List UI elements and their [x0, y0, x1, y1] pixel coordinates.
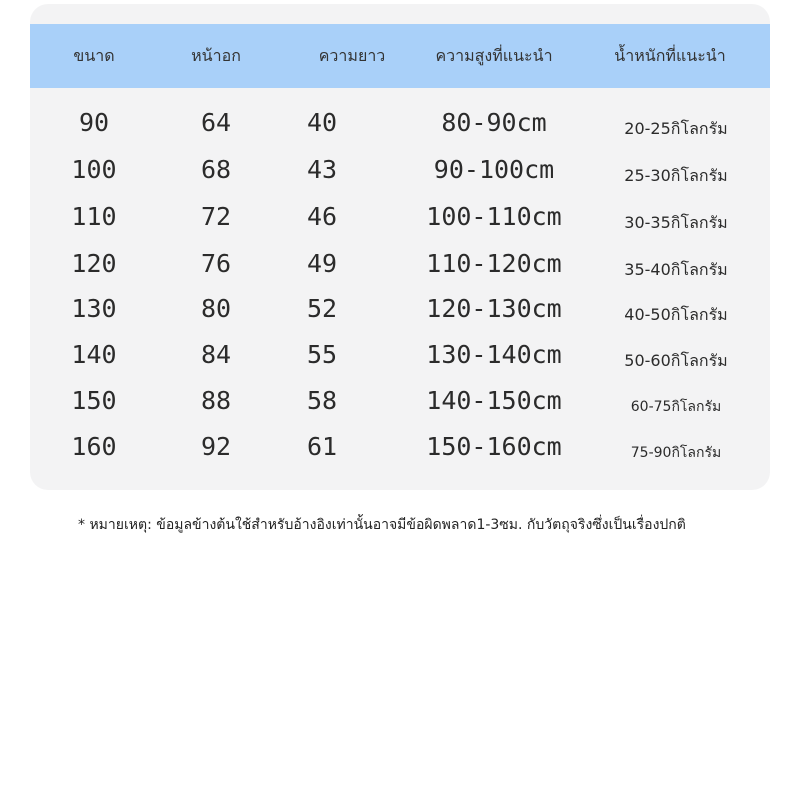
cell-size: 100 — [71, 155, 117, 184]
cell-height: 80-90cm — [441, 108, 547, 137]
cell-chest: 84 — [200, 340, 232, 369]
cell-length: 46 — [306, 202, 338, 231]
cell-weight: 30-35กิโลกรัม — [624, 213, 728, 232]
disclaimer-note: * หมายเหตุ: ข้อมูลข้างต้นใช้สำหรับอ้างอิงเท่านั้นอาจมีข้อผิดพลาด1-3ซม. กับวัตถุจริงซึ่งเป็นเรื่องปกติ — [78, 517, 686, 533]
cell-size: 90 — [78, 108, 110, 137]
cell-length: 52 — [306, 294, 338, 323]
cell-height: 140-150cm — [426, 386, 562, 415]
cell-weight: 20-25กิโลกรัม — [624, 119, 728, 138]
cell-weight: 75-90กิโลกรัม — [630, 445, 722, 461]
cell-length: 49 — [306, 249, 338, 278]
cell-chest: 64 — [200, 108, 232, 137]
header-size: ขนาด — [73, 46, 115, 65]
cell-size: 160 — [71, 432, 117, 461]
cell-height: 130-140cm — [426, 340, 562, 369]
cell-size: 120 — [71, 249, 117, 278]
cell-length: 58 — [306, 386, 338, 415]
cell-length: 55 — [306, 340, 338, 369]
cell-height: 110-120cm — [426, 249, 562, 278]
header-chest: หน้าอก — [191, 46, 241, 65]
cell-size: 130 — [71, 294, 117, 323]
cell-height: 150-160cm — [426, 432, 562, 461]
header-weight: น้ำหนักที่แนะนำ — [614, 46, 726, 65]
cell-weight: 60-75กิโลกรัม — [630, 399, 722, 415]
cell-size: 150 — [71, 386, 117, 415]
size-chart-rows — [30, 4, 770, 490]
cell-weight: 25-30กิโลกรัม — [624, 166, 728, 185]
cell-chest: 68 — [200, 155, 232, 184]
cell-chest: 88 — [200, 386, 232, 415]
cell-height: 90-100cm — [433, 155, 555, 184]
cell-height: 120-130cm — [426, 294, 562, 323]
cell-length: 40 — [306, 108, 338, 137]
cell-height: 100-110cm — [426, 202, 562, 231]
cell-length: 61 — [306, 432, 338, 461]
cell-weight: 40-50กิโลกรัม — [624, 305, 728, 324]
cell-chest: 92 — [200, 432, 232, 461]
size-chart-card — [30, 4, 770, 490]
cell-chest: 80 — [200, 294, 232, 323]
cell-weight: 50-60กิโลกรัม — [624, 351, 728, 370]
cell-size: 140 — [71, 340, 117, 369]
cell-length: 43 — [306, 155, 338, 184]
header-height: ความสูงที่แนะนำ — [435, 46, 553, 65]
cell-size: 110 — [71, 202, 117, 231]
cell-weight: 35-40กิโลกรัม — [624, 260, 728, 279]
header-length: ความยาว — [318, 46, 386, 65]
cell-chest: 72 — [200, 202, 232, 231]
cell-chest: 76 — [200, 249, 232, 278]
